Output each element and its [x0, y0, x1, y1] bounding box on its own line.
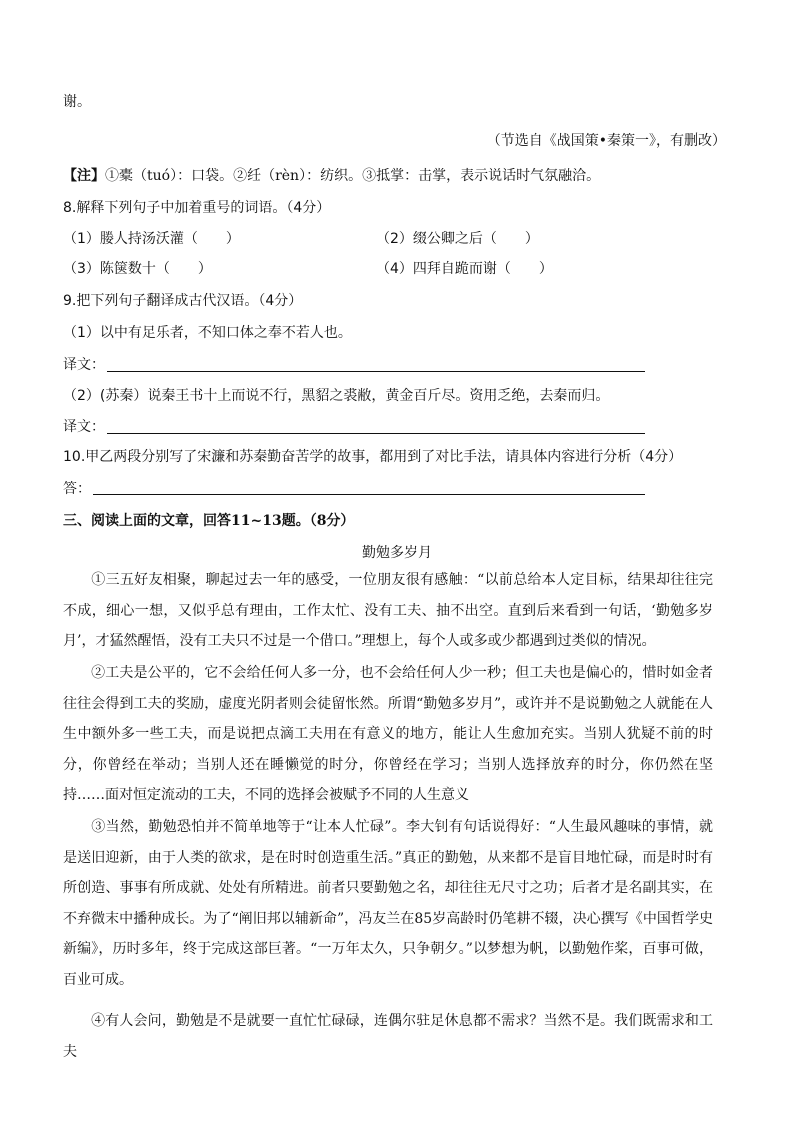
q10-stem: 10.甲乙两段分别写了宋濂和苏秦勤奋苦学的故事，都用到了对比手法，请具体内容进行分析（4分） — [63, 449, 683, 465]
annotation-label: 【注】 — [63, 168, 105, 184]
q10-answer-line[interactable] — [93, 494, 645, 495]
top-fragment: 谢。 — [63, 94, 91, 110]
q9-answer-line-1[interactable] — [107, 371, 645, 372]
passage-paragraph-3: ③当然，勤勉恐怕并不简单地等于“让本人忙碌”。李大钊有句话说得好：“人生最风趣味的事情，就是送旧迎新，由于人类的欲求，是在时时创造重生活。”真正的勤勉，从来都不是盲目地忙碌，而是时时有所创造、事事有所成就、处处有所精进。前者只要勤勉之名，却往往无尺寸之功；后者才是名副其实，在不弃微末中播种成长。为了“阐旧邦以辅新命”，冯友兰在85岁高龄时仍笔耕不辍，决心撰写《中国哲学史新编》，历时多年，终于完成这部巨著。“一万年太久，只争朝夕。”以梦想为帆，以勤勉作桨，百事可做，百业可成。 — [63, 819, 713, 988]
q9-sentence-1: （1）以中有足乐者，不知口体之奉不若人也。 — [63, 325, 352, 341]
section-3-heading: 三、阅读上面的文章，回答11~13题。（8分） — [63, 513, 355, 529]
q8-item-2: （2）缀公卿之后（ ） — [376, 231, 539, 247]
q9-stem: 9.把下列句子翻译成古代汉语。（4分） — [63, 293, 303, 309]
passage-title: 勤勉多岁月 — [362, 545, 432, 561]
passage-paragraph-1: ①三五好友相聚，聊起过去一年的感受，一位朋友很有感触：“以前总给本人定目标，结果却往往完不成，细心一想，又似乎总有理由，工作太忙、没有工夫、抽不出空。直到后来看到一句话，‘勤勉多岁月’，才猛然醒悟，没有工夫只不过是一个借口。”理想上，每个人或多或少都遇到过类似的情况。 — [63, 572, 713, 649]
q9-sentence-2: （2）(苏秦）说秦王书十上而说不行，黑貂之裘敝，黄金百斤尽。资用乏绝，去秦而归。 — [63, 388, 610, 404]
q8-stem: 8.解释下列句子中加着重号的词语。（4分） — [63, 200, 331, 216]
q9-answer-label-2: 译文： — [63, 419, 105, 435]
passage-paragraph-4: ④有人会问，勤勉是不是就要一直忙忙碌碌，连偶尔驻足休息都不需求？当然不是。我们既需求和工夫 — [63, 1013, 713, 1060]
q8-item-1: （1）媵人持汤沃灌（ ） — [63, 231, 240, 247]
passage-paragraph-2: ②工夫是公平的，它不会给任何人多一分，也不会给任何人少一秒；但工夫也是偏心的，惜时如金者往往会得到工夫的奖励，虚度光阴者则会徒留怅然。所谓“勤勉多岁月”，或许并不是说勤勉之人就能在人生中额外多一些工夫，而是说把点滴工夫用在有意义的地方，能让人生愈加充实。当别人犹疑不前的时分，你曾经在举动；当别人还在睡懒觉的时分，你曾经在学习；当别人选择放弃的时分，你仍然在坚持……面对恒定流动的工夫，不同的选择会被赋予不同的人生意义 — [63, 665, 713, 803]
source-note: （节选自《战国策•秦策一》，有删改） — [486, 133, 726, 149]
annotation-text: ①橐（tuó）：口袋。②纴（rèn）：纺织。③抵掌：击掌，表示说话时气氛融洽。 — [105, 168, 601, 184]
q10-answer-label: 答： — [63, 481, 91, 497]
q9-answer-line-2[interactable] — [107, 433, 645, 434]
q9-answer-label-1: 译文： — [63, 357, 105, 373]
q8-item-3: （3）陈箧数十（ ） — [63, 261, 212, 277]
q8-item-4: （4）四拜自跪而谢（ ） — [376, 261, 553, 277]
annotation — [63, 167, 600, 185]
